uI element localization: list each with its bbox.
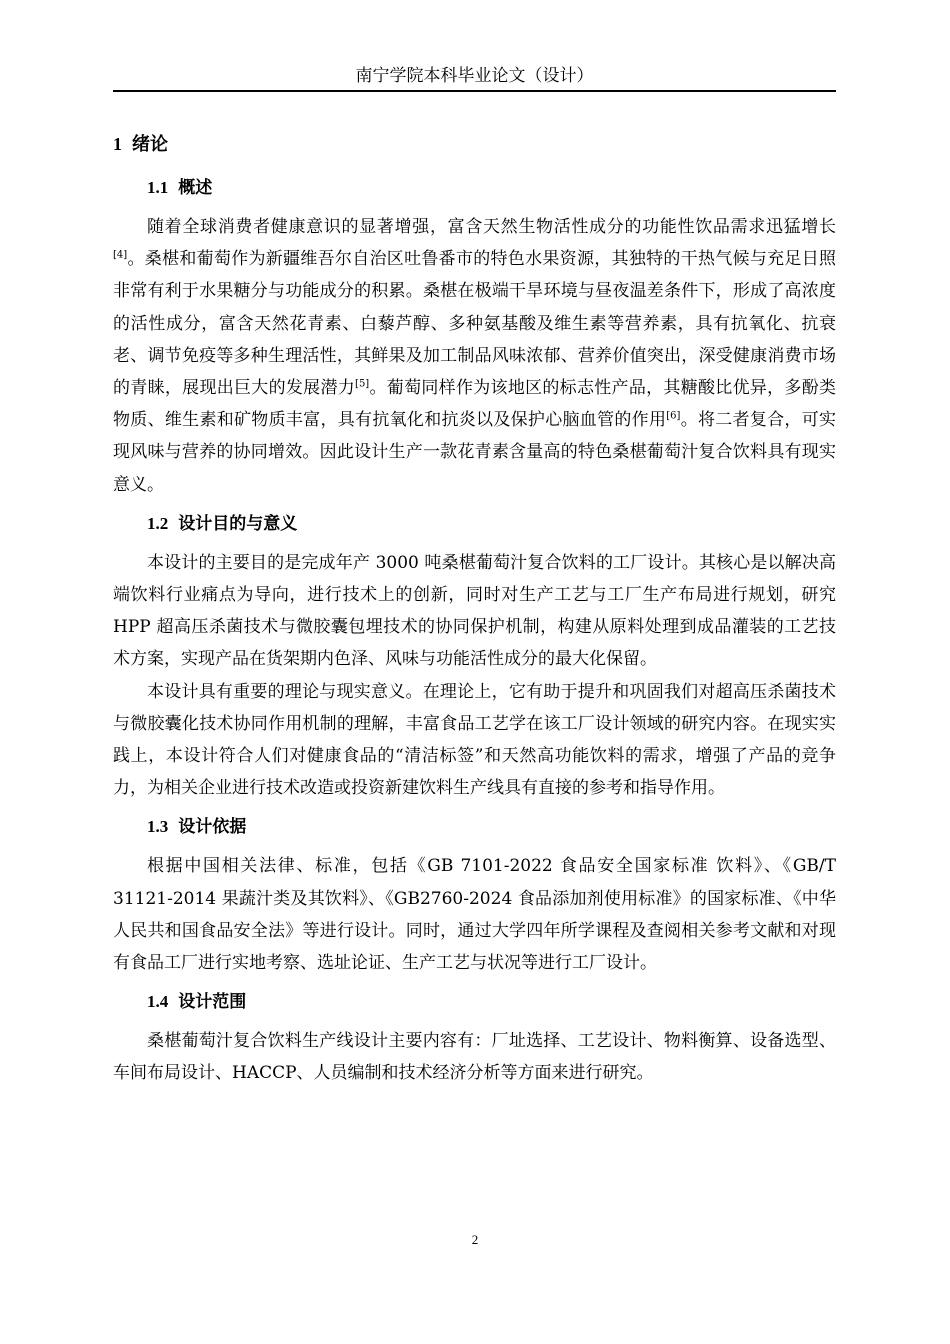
chapter-title: 绪论 [132,134,168,155]
page-header: 南宁学院本科毕业论文（设计） [113,62,836,92]
section-number: 1.2 [147,513,169,533]
section-heading [113,507,836,541]
paragraph-text: 。桑椹和葡萄作为新疆维吾尔自治区吐鲁番市的特色水果资源，其独特的干热气候与充足日照非常有利于水果糖分与功能成分的积累。桑椹在极端干旱环境与昼夜温差条件下，形成了高浓度的活性成分，富含天然花青素、白藜芦醇、多种氨基酸及维生素等营养素，具有抗氧化、抗衰老、调节免疫等多种生理活性，其鲜果及加工制品风味浓郁、营养价值突出，深受健康消费市场的青睐，展现出巨大的发展潜力 [113,249,836,399]
paragraph-text: 。将二者复合，可实现风味与营养的协同增效。因此设计生产一款花青素含量高的特色桑椹葡萄汁复合饮料具有现实意义。 [113,410,837,495]
section-title: 设计依据 [178,817,247,838]
page-content [113,126,836,1090]
paragraph: 本设计具有重要的理论与现实意义。在理论上，它有助于提升和巩固我们对超高压杀菌技术与微胶囊化技术协同作用机制的理解，丰富食品工艺学在该工厂设计领域的研究内容。在现实实践上，本设计符合人们对健康食品的“清洁标签”和天然高功能饮料的需求，增强了产品的竞争力，为相关企业进行技术改造或投资新建饮料生产线具有直接的参考和指导作用。 [113,681,836,799]
paragraph-text: 。葡萄同样作为该地区的标志性产品，其糖酸比优异，多酚类物质、维生素和矿物质丰富，具有抗氧化和抗炎以及保护心脑血管的作用 [113,378,837,431]
section-number: 1.4 [147,992,169,1012]
chapter-heading [113,126,836,163]
paragraph: 根据中国相关法律、标准，包括《GB 7101-2022 食品安全国家标准 饮料》、《GB/T 31121-2014 果蔬汁类及其饮料》、《GB2760-2024 食品添加剂使用标准》的国家标准、《中华人民共和国食品安全法》等进行设计。同时，通过大学四年所学课程及查阅相关参考文献和对现有食品工厂进行实地考察、选址论证、生产工艺与状况等进行工厂设计。 [113,856,836,974]
section-number: 1.3 [147,817,169,837]
citation: [4] [113,249,128,261]
section-heading [113,985,836,1019]
section-title: 设计范围 [178,992,247,1013]
section-title: 设计目的与意义 [178,513,298,534]
paragraph: 桑椹葡萄汁复合饮料生产线设计主要内容有：厂址选择、工艺设计、物料衡算、设备选型、车间布局设计、HACCP、人员编制和技术经济分析等方面来进行研究。 [113,1031,836,1084]
paragraph: 本设计的主要目的是完成年产 3000 吨桑椹葡萄汁复合饮料的工厂设计。其核心是以解决高端饮料行业痛点为导向，进行技术上的创新，同时对生产工艺与工厂生产布局进行规划，研究 HPP 超高压杀菌技术与微胶囊包埋技术的协同保护机制，构建从原料处理到成品灌装的工艺技术方案，实现产品在货架期内色泽、风味与功能活性成分的最大化保留。 [113,552,836,670]
citation: [5] [355,378,370,390]
section-title: 概述 [178,178,213,198]
section-heading [113,810,836,844]
section-heading [113,171,836,205]
paragraph [113,211,836,501]
paragraph-text: 随着全球消费者健康意识的显著增强，富含天然生物活性成分的功能性饮品需求迅猛增长 [147,217,836,237]
page-number: 2 [471,1232,479,1247]
chapter-number: 1 [113,134,122,154]
citation: [6] [666,410,681,422]
section-number: 1.1 [147,178,169,197]
